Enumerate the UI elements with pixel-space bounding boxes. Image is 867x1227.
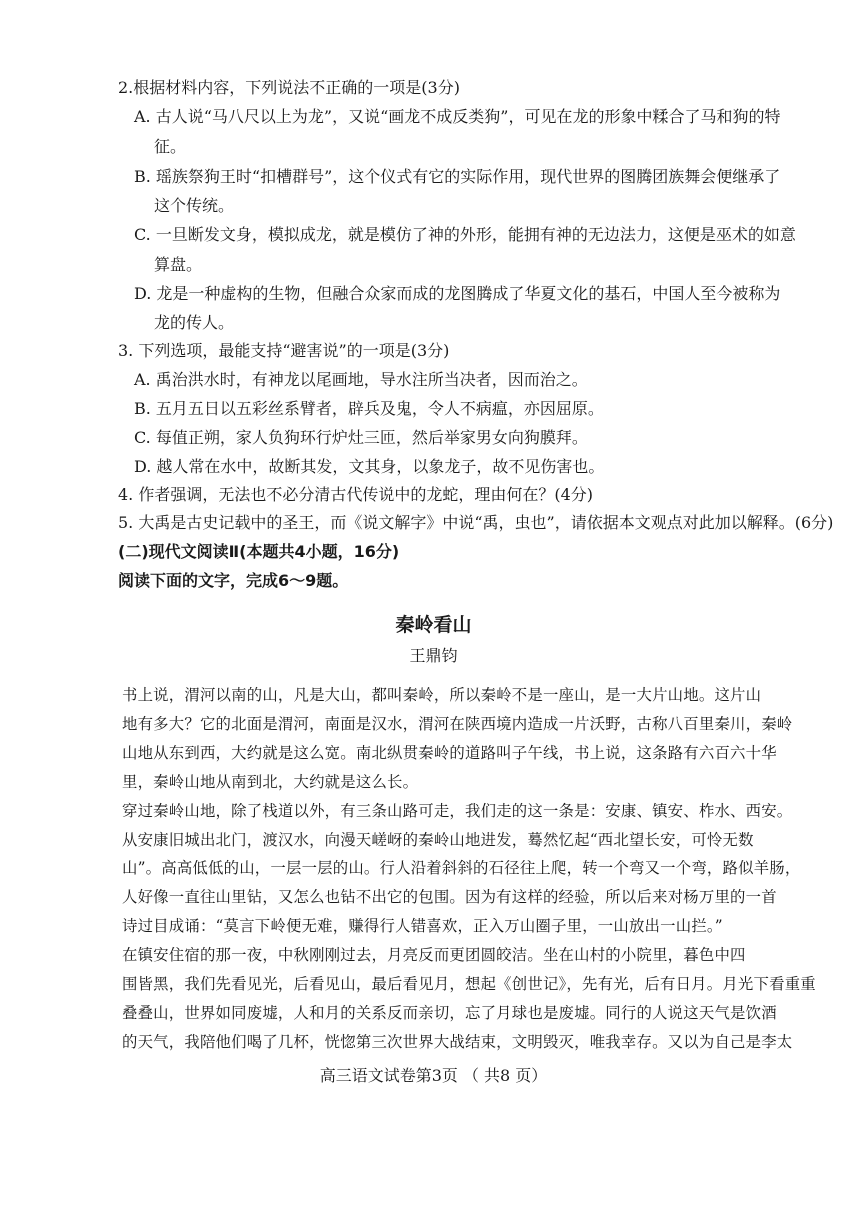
- question-4: 4. 作者强调，无法也不必分清古代传说中的龙蛇，理由何在？(4分): [118, 485, 594, 504]
- question-2-option-c: C. 一旦断发文身，模拟成龙，就是模仿了神的外形，能拥有神的无边法力，这便是巫术的如意: [134, 225, 796, 244]
- section-heading: (二)现代文阅读Ⅱ(本题共4小题，16分): [118, 542, 400, 561]
- article-line: 山”。高高低低的山，一层一层的山。行人沿着斜斜的石径往上爬，转一个弯又一个弯，路似羊肠，: [122, 859, 801, 877]
- question-3-option-d: D. 越人常在水中，故断其发，文其身，以象龙子，故不见伤害也。: [134, 457, 605, 476]
- article-line: 诗过目成诵：“莫言下岭便无难，赚得行人错喜欢，正入万山圈子里，一山放出一山拦。”: [122, 917, 723, 935]
- question-3-stem: 3. 下列选项，最能支持“避害说”的一项是(3分): [118, 341, 450, 360]
- article-line: 人好像一直往山里钻，又怎么也钻不出它的包围。因为有这样的经验，所以后来对杨万里的一首: [122, 888, 777, 906]
- article-line: 穿过秦岭山地，除了栈道以外，有三条山路可走，我们走的这一条是：安康、镇安、柞水、西安。: [122, 802, 793, 820]
- question-2-stem: 2.根据材料内容，下列说法不正确的一项是(3分): [118, 78, 460, 97]
- question-3-option-b: B. 五月五日以五彩丝系臂者，辟兵及鬼，令人不病瘟，亦因屈原。: [134, 399, 604, 418]
- article-line: 叠叠山，世界如同废墟，人和月的关系反而亲切，忘了月球也是废墟。同行的人说这天气是饮酒: [122, 1004, 777, 1022]
- question-2-option-a: A. 古人说“马八尺以上为龙”，又说“画龙不成反类狗”，可见在龙的形象中糅合了马和狗的特: [134, 107, 781, 126]
- question-2-option-b: B. 瑶族祭狗王时“扣槽群号”，这个仪式有它的实际作用，现代世界的图腾团族舞会便继承了: [134, 167, 781, 186]
- article-title: 秦岭看山: [395, 614, 472, 636]
- question-2-option-c-cont: 算盘。: [154, 255, 203, 274]
- article-line: 书上说，渭河以南的山，凡是大山，都叫秦岭，所以秦岭不是一座山，是一大片山地。这片山: [122, 686, 762, 704]
- question-2-option-d: D. 龙是一种虚构的生物，但融合众家而成的龙图腾成了华夏文化的基石，中国人至今被称为: [134, 284, 781, 303]
- article-line: 山地从东到西，大约就是这么宽。南北纵贯秦岭的道路叫子午线，书上说，这条路有六百六十华: [122, 744, 777, 762]
- question-3-option-c: C. 每值正朔，家人负狗环行炉灶三匝，然后举家男女向狗膜拜。: [134, 428, 588, 447]
- question-2-option-a-cont: 征。: [154, 137, 187, 156]
- article-line: 围皆黑，我们先看见光，后看见山，最后看见月，想起《创世记》，先有光，后有日月。月光下看重重: [122, 975, 816, 993]
- section-instruction: 阅读下面的文字，完成6～9题。: [118, 571, 349, 590]
- question-2-option-d-cont: 龙的传人。: [154, 313, 235, 332]
- page-footer: 高三语文试卷第3页 （ 共8 页）: [319, 1066, 548, 1085]
- article-line: 在镇安住宿的那一夜，中秋刚刚过去，月亮反而更团圆皎洁。坐在山村的小院里，暮色中四: [122, 946, 746, 964]
- article-author: 王鼎钧: [409, 646, 458, 665]
- question-3-option-a: A. 禹治洪水时，有神龙以尾画地，导水注所当决者，因而治之。: [134, 370, 588, 389]
- question-5: 5. 大禹是古史记载中的圣王，而《说文解字》中说“禹，虫也”，请依据本文观点对此加以解释。(6分): [118, 513, 834, 532]
- article-line: 从安康旧城出北门，渡汉水，向漫天嵯岈的秦岭山地进发，蓦然忆起“西北望长安，可怜无数: [122, 831, 754, 849]
- question-2-option-b-cont: 这个传统。: [154, 196, 235, 215]
- article-line: 里，秦岭山地从南到北，大约就是这么长。: [122, 773, 419, 791]
- article-line: 的天气，我陪他们喝了几杯，恍惚第三次世界大战结束，文明毁灭，唯我幸存。又以为自己是李太: [122, 1033, 793, 1051]
- article-line: 地有多大？它的北面是渭河，南面是汉水，渭河在陕西境内造成一片沃野，古称八百里秦川，秦岭: [122, 715, 793, 733]
